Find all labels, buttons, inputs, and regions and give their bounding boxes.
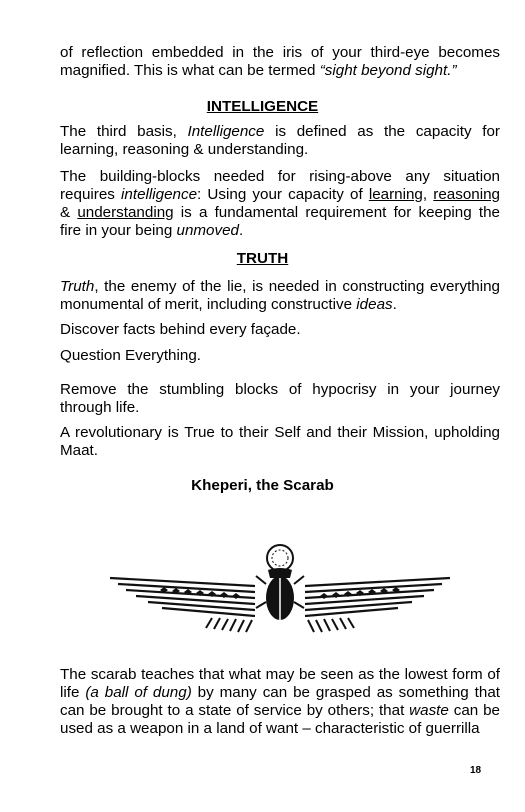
- paragraph-reflection: of reflection embedded in the iris of your third-eye becomes magnified. This is what can be termed “sight beyond sight.”: [60, 44, 500, 79]
- paragraph-building-blocks: The building-blocks needed for rising-above any situation requires intelligence: Using your capacity of learning, reasoning & understanding is a fundamental requirement for keeping the fire in your being unmoved.: [60, 168, 500, 239]
- paragraph-revolutionary: A revolutionary is True to their Self and their Mission, upholding Maat.: [60, 424, 500, 459]
- paragraph-truth: Truth, the enemy of the lie, is needed in constructing everything monumental of merit, including constructive ideas.: [60, 278, 500, 313]
- heading-kheperi: Kheperi, the Scarab: [191, 477, 334, 494]
- heading-truth: TRUTH: [236, 250, 289, 267]
- paragraph-remove: Remove the stumbling blocks of hypocrisy in your journey through life.: [60, 381, 500, 416]
- paragraph-discover: Discover facts behind every façade.: [60, 321, 301, 338]
- paragraph-question: Question Everything.: [60, 347, 201, 364]
- page-number: 18: [470, 765, 482, 776]
- paragraph-scarab: The scarab teaches that what may be seen as the lowest form of life (a ball of dung) by many can be grasped as something that can be brought to a state of service by others; that waste can be used as a weapon in a land of want – characteristic of guerrilla: [60, 666, 500, 737]
- heading-intelligence: INTELLIGENCE: [206, 98, 319, 115]
- paragraph-third-basis: The third basis, Intelligence is defined as the capacity for learning, reasoning & understanding.: [60, 123, 500, 158]
- winged-scarab-illustration: [100, 540, 460, 640]
